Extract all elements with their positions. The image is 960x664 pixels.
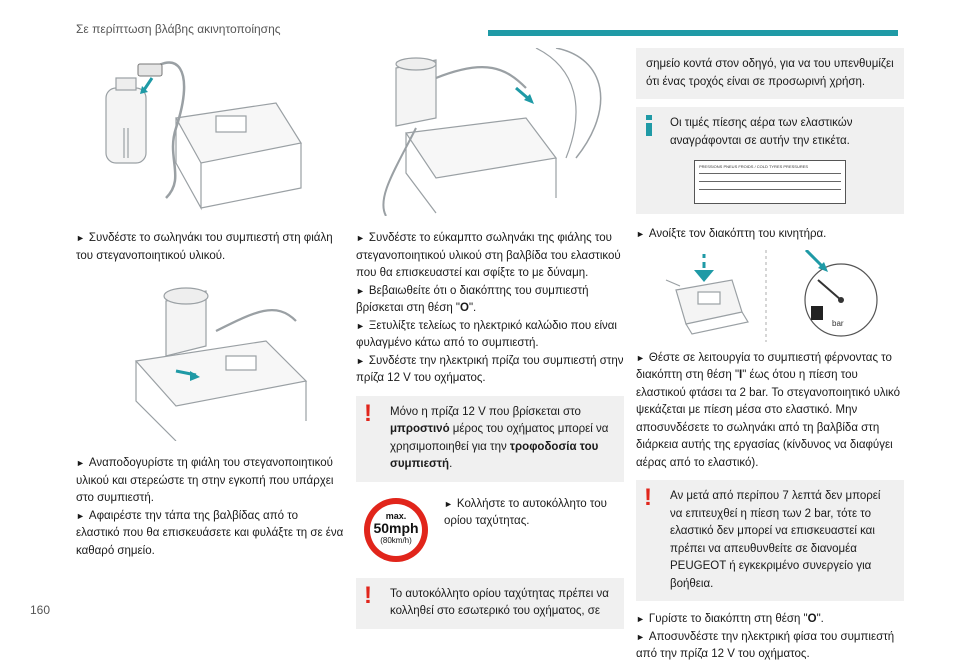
column-1 xyxy=(76,48,344,560)
warn2-text: Το αυτοκόλλητο ορίου ταχύτητας πρέπει να κολληθεί στο εσωτερικό του οχήματος, σε xyxy=(390,587,609,617)
bullet-marker: ► xyxy=(76,510,85,521)
warning-icon: ! xyxy=(364,581,372,609)
bullet-marker: ► xyxy=(444,498,453,509)
header-rule xyxy=(488,30,898,36)
bullet-marker: ► xyxy=(76,233,85,243)
col2-step1: Συνδέστε το εύκαμπτο σωληνάκι της φιάλης του στεγανοποιητικού υλικού στη βαλβίδα του ελαστικού που θα επισκευαστεί και σφίξτε το με δύναμη. xyxy=(356,232,621,279)
warning-box-sticker xyxy=(356,578,624,629)
warn1-part-d: τροφοδοσία του συμπιεστή xyxy=(390,440,599,470)
warning-icon: ! xyxy=(364,399,372,427)
col1-step3: Αφαιρέστε την τάπα της βαλβίδας από το ελαστικό που θα επισκευάσετε και φυλάξτε τη σε ένα καθαρό σημείο. xyxy=(76,509,344,557)
info-box-pressure-label xyxy=(636,107,904,214)
col3-step3c: ". xyxy=(816,613,824,625)
page-number: 160 xyxy=(30,603,51,617)
col2-step3: Ξετυλίξτε τελείως το ηλεκτρικό καλώδιο που είναι φυλαγμένο κάτω από το συμπιεστή. xyxy=(356,319,617,349)
compressor-hose-illustration xyxy=(76,48,344,216)
figure-bottle-mount xyxy=(76,271,344,441)
info-icon xyxy=(646,115,652,136)
bullet-marker: ► xyxy=(636,352,645,363)
bullet-marker: ► xyxy=(636,614,645,624)
col2-step2a: Βεβαιωθείτε ότι ο διακόπτης του συμπιεστή βρίσκεται στη θέση " xyxy=(356,284,589,314)
warn1-part-b: μπροστινό xyxy=(390,423,450,435)
speed-sign-line2: 50mph xyxy=(373,519,419,536)
switch-position-o: O xyxy=(460,302,469,314)
tyre-label-text: PRESSIONS PNEUS FROIDS / COLD TYRES PRESSURES xyxy=(699,164,809,169)
bullet-marker: ► xyxy=(356,233,365,243)
bullet-marker: ► xyxy=(76,458,85,468)
column-2 xyxy=(356,48,624,629)
switch-and-gauge-illustration xyxy=(636,250,904,342)
warning-box-12v xyxy=(356,396,624,482)
warning-box-pressure xyxy=(636,480,904,601)
column-3 xyxy=(636,48,904,664)
col2-step2c: ". xyxy=(468,302,477,314)
gauge-unit-label: bar xyxy=(832,318,844,328)
tyre-pressure-label-image xyxy=(694,160,846,204)
warn1-part-a: Μόνο η πρίζα 12 V που βρίσκεται στο xyxy=(390,405,581,418)
warn1-part-c: μέρος του οχήματος μπορεί να χρησιμοποιηθεί για την xyxy=(390,423,609,453)
page-header-title: Σε περίπτωση βλάβης ακινητοποίησης xyxy=(76,22,281,36)
col2-step5: Κολλήστε το αυτοκόλλητο του ορίου ταχύτητας. xyxy=(444,497,607,527)
figure-compressor-hose xyxy=(76,48,344,216)
speed-sign-line3: (80km/h) xyxy=(380,535,412,545)
col3-step2a: Θέστε σε λειτουργία το συμπιεστή φέρνοντας το διακόπτη στη θέση " xyxy=(636,351,892,381)
warning-icon: ! xyxy=(644,484,652,511)
bullet-marker: ► xyxy=(356,320,365,331)
switch-position-i: I xyxy=(739,369,743,381)
col3-step4: Αποσυνδέστε την ηλεκτρική φίσα του συμπιεστή από την πρίζα 12 V του οχήματος. xyxy=(636,630,895,660)
col1-step1: Συνδέστε το σωληνάκι του συμπιεστή στη φιάλη του στεγανοποιητικού υλικού. xyxy=(76,232,333,262)
bullet-marker: ► xyxy=(636,229,645,239)
valve-connection-illustration xyxy=(356,48,624,216)
figure-switch-gauge xyxy=(636,250,904,342)
bullet-marker: ► xyxy=(356,285,365,296)
col3-step2c: " έως ότου η πίεση του ελαστικού φτάσει τα 2 bar. Το στεγανοποιητικό υλικό ψεκάζεται με πίεση μέσα στο ελαστικό. Μην αποσυνδέσετε το σωληνάκι από τη βαλβίδα στη διάρκεια αυτής της εργασίας (κίνδυνος να διαφύγει αέρας από το ελαστικό). xyxy=(636,369,901,469)
speed-limit-sign-icon xyxy=(364,498,428,562)
col3-step3a: Γυρίστε το διακόπτη στη θέση " xyxy=(648,613,808,625)
figure-valve-connection xyxy=(356,48,624,216)
bullet-marker: ► xyxy=(356,355,365,366)
switch-position-o: O xyxy=(807,613,817,625)
speed-sticker-row xyxy=(356,490,624,572)
info1-text: Οι τιμές πίεσης αέρα των ελαστικών αναγράφονται σε αυτήν την ετικέτα. xyxy=(670,117,853,147)
continued-box xyxy=(636,48,904,99)
speed-sign-line1: max. xyxy=(385,510,407,521)
bullet-marker: ► xyxy=(636,631,645,642)
col2-step4: Συνδέστε την ηλεκτρική πρίζα του συμπιεστή στην πρίζα 12 V του οχήματος. xyxy=(356,354,624,384)
bottle-mount-illustration xyxy=(76,271,344,441)
col1-step2: Αναποδογυρίστε τη φιάλη του στεγανοποιητικού υλικού και στερεώστε τη στην εγκοπή που υπάρχει στο συμπιεστή. xyxy=(76,457,334,504)
warn1-part-e: . xyxy=(449,458,453,470)
col3-step1: Ανοίξτε τον διακόπτη του κινητήρα. xyxy=(648,228,827,240)
col3-warn1-text: Αν μετά από περίπου 7 λεπτά δεν μπορεί να επιτευχθεί η πίεση των 2 bar, τότε το ελαστικό δεν μπορεί να επισκευαστεί και πρέπει να απευθυνθείτε σε διανομέα PEUGEOT ή εγκεκριμένο συνεργείο για βοήθεια. xyxy=(670,490,881,590)
col3-continued-text: σημείο κοντά στον οδηγό, για να του υπενθυμίζει ότι ένας τροχός είναι σε προσωρινή χρήση. xyxy=(646,58,894,88)
